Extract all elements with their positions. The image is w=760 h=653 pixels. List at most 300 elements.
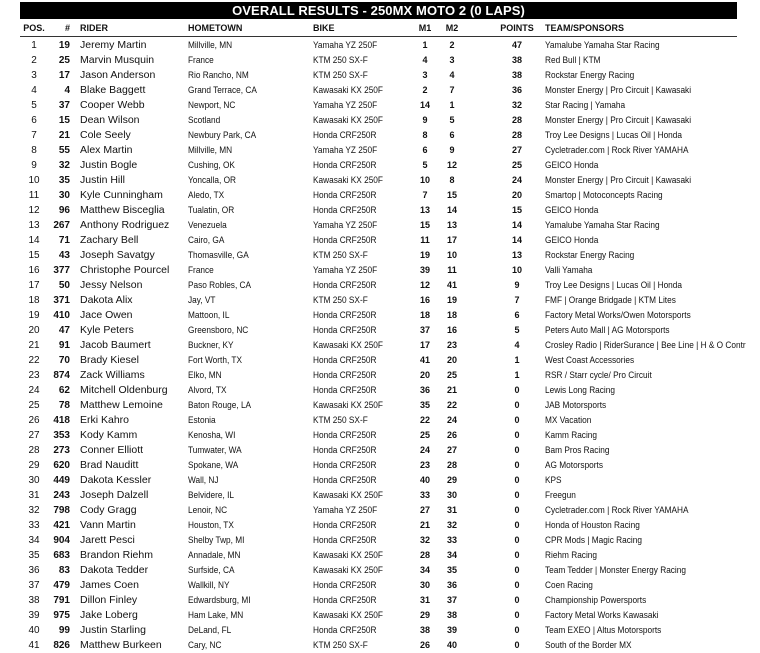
row-pos: 20: [28, 325, 40, 336]
row-team-sponsors: Factory Metal Works/Owen Motorsports: [545, 310, 691, 320]
row-hometown: Estonia: [188, 415, 216, 425]
row-hometown: Wallkill, NY: [188, 580, 230, 590]
row-points: 14: [511, 220, 522, 230]
row-hometown: Yoncalla, OR: [188, 175, 237, 185]
table-row: [0, 578, 760, 593]
row-bike: Yamaha YZ 250F: [313, 220, 378, 230]
row-points: 0: [514, 595, 520, 605]
row-pos: 21: [28, 340, 40, 351]
row-m2: 27: [446, 445, 457, 455]
row-points: 10: [511, 265, 522, 275]
row-m1: 24: [419, 445, 430, 455]
row-m2: 24: [446, 415, 457, 425]
table-row: [0, 608, 760, 623]
row-team-sponsors: Troy Lee Designs | Lucas Oil | Honda: [545, 130, 683, 140]
row-number: 791: [53, 595, 70, 606]
row-bike: Honda CRF250R: [313, 475, 377, 485]
row-pos: 9: [31, 160, 37, 171]
row-team-sponsors: Riehm Racing: [545, 550, 598, 560]
row-points: 36: [511, 85, 522, 95]
row-pos: 5: [31, 100, 37, 111]
row-bike: Yamaha YZ 250F: [313, 505, 378, 515]
row-bike: Honda CRF250R: [313, 595, 377, 605]
row-team-sponsors: Freegun: [545, 490, 576, 500]
row-number: 449: [53, 475, 70, 486]
row-hometown: Annadale, MN: [188, 550, 241, 560]
row-rider: Cody Gragg: [80, 504, 137, 516]
row-m2: 14: [446, 205, 457, 215]
row-team-sponsors: Coen Racing: [545, 580, 593, 590]
row-m2: 8: [449, 175, 455, 185]
row-pos: 25: [28, 400, 40, 411]
row-number: 25: [58, 55, 70, 66]
row-points: 0: [514, 565, 520, 575]
row-bike: Kawasaki KX 250F: [313, 400, 383, 410]
row-team-sponsors: AG Motorsports: [545, 460, 603, 470]
table-row: [0, 593, 760, 608]
table-row: [0, 338, 760, 353]
row-hometown: Wall, NJ: [188, 475, 219, 485]
row-m2: 25: [446, 370, 457, 380]
row-hometown: Tualatin, OR: [188, 205, 235, 215]
row-number: 43: [58, 250, 70, 261]
header-hometown: HOMETOWN: [188, 23, 243, 33]
row-pos: 22: [28, 355, 40, 366]
row-m1: 28: [419, 550, 430, 560]
row-hometown: Spokane, WA: [188, 460, 239, 470]
row-m2: 21: [446, 385, 457, 395]
row-team-sponsors: Rockstar Energy Racing: [545, 250, 635, 260]
table-row: [0, 203, 760, 218]
row-bike: Kawasaki KX 250F: [313, 175, 383, 185]
row-points: 6: [514, 310, 520, 320]
results-title-bar: OVERALL RESULTS - 250MX MOTO 2 (0 LAPS): [20, 2, 737, 19]
row-points: 38: [511, 55, 522, 65]
row-bike: KTM 250 SX-F: [313, 295, 368, 305]
row-team-sponsors: Red Bull | KTM: [545, 55, 601, 65]
row-m1: 15: [419, 220, 430, 230]
row-hometown: Ham Lake, MN: [188, 610, 244, 620]
row-pos: 36: [28, 565, 40, 576]
row-bike: Honda CRF250R: [313, 325, 377, 335]
row-m2: 3: [449, 55, 455, 65]
row-rider: Jarett Pesci: [80, 534, 135, 546]
row-m2: 35: [446, 565, 457, 575]
row-bike: Honda CRF250R: [313, 235, 377, 245]
row-points: 7: [514, 295, 520, 305]
row-hometown: Buckner, KY: [188, 340, 234, 350]
row-rider: Justin Bogle: [80, 159, 138, 171]
table-row: [0, 548, 760, 563]
table-row: [0, 563, 760, 578]
row-rider: Kyle Cunningham: [80, 189, 163, 201]
row-hometown: Paso Robles, CA: [188, 280, 252, 290]
row-m1: 11: [420, 235, 430, 245]
row-team-sponsors: Kamm Racing: [545, 430, 598, 440]
header-divider: [20, 36, 737, 37]
row-rider: Anthony Rodriguez: [80, 219, 170, 231]
row-hometown: Newport, NC: [188, 100, 236, 110]
table-row: [0, 353, 760, 368]
header-points: POINTS: [500, 23, 534, 33]
table-row: [0, 188, 760, 203]
row-points: 15: [511, 205, 522, 215]
row-m1: 20: [419, 370, 430, 380]
row-bike: Honda CRF250R: [313, 355, 377, 365]
row-m2: 36: [446, 580, 457, 590]
row-points: 1: [514, 355, 520, 365]
table-row: [0, 473, 760, 488]
row-team-sponsors: Valli Yamaha: [545, 265, 593, 275]
row-m1: 12: [419, 280, 430, 290]
row-points: 0: [514, 445, 520, 455]
row-points: 0: [514, 580, 520, 590]
row-team-sponsors: Smartop | Motoconcepts Racing: [545, 190, 663, 200]
row-pos: 32: [28, 505, 40, 516]
row-bike: Honda CRF250R: [313, 130, 377, 140]
row-bike: Honda CRF250R: [313, 160, 377, 170]
row-bike: Kawasaki KX 250F: [313, 550, 383, 560]
row-m2: 16: [446, 325, 457, 335]
row-rider: Brandon Riehm: [80, 549, 153, 561]
row-m1: 34: [419, 565, 430, 575]
row-bike: Honda CRF250R: [313, 430, 377, 440]
row-points: 13: [511, 250, 522, 260]
row-pos: 41: [28, 640, 40, 651]
header-number: #: [64, 23, 70, 33]
row-bike: Honda CRF250R: [313, 385, 377, 395]
table-row: [0, 53, 760, 68]
row-m1: 26: [419, 640, 430, 650]
table-row: [0, 488, 760, 503]
row-m2: 34: [446, 550, 457, 560]
row-pos: 15: [28, 250, 40, 261]
row-rider: Dillon Finley: [80, 594, 138, 606]
row-pos: 7: [31, 130, 37, 141]
row-m1: 29: [419, 610, 430, 620]
row-number: 15: [58, 115, 70, 126]
row-m1: 36: [419, 385, 430, 395]
row-number: 19: [58, 40, 70, 51]
row-team-sponsors: FMF | Orange Bridgade | KTM Lites: [545, 295, 676, 305]
row-m2: 10: [446, 250, 457, 260]
row-hometown: Baton Rouge, LA: [188, 400, 252, 410]
row-rider: Joseph Dalzell: [80, 489, 149, 501]
row-hometown: Jay, VT: [188, 295, 216, 305]
row-m2: 31: [446, 505, 457, 515]
row-number: 353: [53, 430, 70, 441]
table-row: [0, 173, 760, 188]
row-rider: Dakota Alix: [80, 294, 133, 306]
row-rider: James Coen: [80, 579, 139, 591]
row-hometown: Cary, NC: [188, 640, 222, 650]
row-team-sponsors: Rockstar Energy Racing: [545, 70, 635, 80]
row-m1: 1: [422, 40, 428, 50]
row-number: 47: [58, 325, 70, 336]
row-number: 78: [58, 400, 70, 411]
row-rider: Christophe Pourcel: [80, 264, 170, 276]
table-row: [0, 83, 760, 98]
table-row: [0, 128, 760, 143]
table-row: [0, 38, 760, 53]
row-m1: 25: [419, 430, 430, 440]
row-pos: 1: [31, 40, 37, 51]
row-team-sponsors: Monster Energy | Pro Circuit | Kawasaki: [545, 115, 692, 125]
row-bike: Honda CRF250R: [313, 445, 377, 455]
row-rider: Brady Kiesel: [80, 354, 139, 366]
row-m1: 9: [422, 115, 428, 125]
row-m1: 14: [419, 100, 430, 110]
row-rider: Cooper Webb: [80, 99, 145, 111]
row-m2: 2: [449, 40, 455, 50]
row-m2: 28: [446, 460, 457, 470]
row-m1: 39: [419, 265, 430, 275]
row-points: 0: [514, 625, 520, 635]
row-points: 28: [511, 115, 522, 125]
row-number: 55: [58, 145, 70, 156]
row-pos: 11: [28, 190, 40, 201]
row-pos: 37: [28, 580, 40, 591]
table-row: [0, 158, 760, 173]
row-hometown: Cairo, GA: [188, 235, 225, 245]
table-row: [0, 368, 760, 383]
row-bike: Honda CRF250R: [313, 310, 377, 320]
row-bike: KTM 250 SX-F: [313, 55, 368, 65]
row-m1: 7: [422, 190, 428, 200]
row-pos: 4: [31, 85, 37, 96]
row-bike: KTM 250 SX-F: [313, 415, 368, 425]
row-rider: Justin Starling: [80, 624, 146, 636]
row-team-sponsors: Cycletrader.com | Rock River YAMAHA: [545, 145, 689, 155]
row-team-sponsors: Team Tedder | Monster Energy Racing: [545, 565, 686, 575]
row-team-sponsors: Cycletrader.com | Rock River YAMAHA: [545, 505, 689, 515]
row-hometown: Grand Terrace, CA: [188, 85, 257, 95]
row-m1: 41: [419, 355, 430, 365]
row-bike: KTM 250 SX-F: [313, 250, 368, 260]
row-number: 418: [53, 415, 70, 426]
row-pos: 8: [31, 145, 37, 156]
row-rider: Kody Kamm: [80, 429, 138, 441]
table-row: [0, 263, 760, 278]
row-team-sponsors: RSR / Starr cycle/ Pro Circuit: [545, 370, 652, 380]
row-pos: 33: [28, 520, 40, 531]
row-points: 20: [511, 190, 522, 200]
row-points: 25: [511, 160, 522, 170]
row-rider: Joseph Savatgy: [80, 249, 155, 261]
row-hometown: Greensboro, NC: [188, 325, 249, 335]
row-bike: Kawasaki KX 250F: [313, 490, 383, 500]
row-m2: 33: [446, 535, 457, 545]
header-team-sponsors: TEAM/SPONSORS: [545, 23, 625, 33]
row-bike: Yamaha YZ 250F: [313, 145, 378, 155]
row-pos: 38: [28, 595, 40, 606]
row-rider: Jason Anderson: [80, 69, 156, 81]
row-bike: Honda CRF250R: [313, 625, 377, 635]
table-row: [0, 218, 760, 233]
row-m2: 17: [446, 235, 457, 245]
row-bike: Kawasaki KX 250F: [313, 610, 383, 620]
row-team-sponsors: South of the Border MX: [545, 640, 632, 650]
row-m2: 11: [447, 265, 457, 275]
row-bike: Honda CRF250R: [313, 205, 377, 215]
table-row: [0, 323, 760, 338]
row-m1: 33: [419, 490, 430, 500]
row-pos: 31: [28, 490, 40, 501]
row-points: 0: [514, 430, 520, 440]
row-points: 0: [514, 415, 520, 425]
row-points: 0: [514, 475, 520, 485]
row-points: 9: [514, 280, 520, 290]
row-number: 30: [58, 190, 70, 201]
row-hometown: Kenosha, WI: [188, 430, 236, 440]
row-team-sponsors: Team EXEO | Altus Motorsports: [545, 625, 662, 635]
row-points: 0: [514, 460, 520, 470]
row-team-sponsors: GEICO Honda: [545, 235, 599, 245]
row-m1: 13: [419, 205, 430, 215]
header-m1: M1: [418, 23, 432, 33]
row-rider: Mitchell Oldenburg: [80, 384, 168, 396]
row-number: 91: [58, 340, 70, 351]
row-team-sponsors: Championship Powersports: [545, 595, 647, 605]
row-points: 47: [511, 40, 522, 50]
row-bike: Honda CRF250R: [313, 190, 377, 200]
table-row: [0, 638, 760, 653]
row-points: 0: [514, 520, 520, 530]
row-m1: 38: [419, 625, 430, 635]
row-rider: Erki Kahro: [80, 414, 130, 426]
row-m1: 2: [422, 85, 428, 95]
row-m1: 10: [419, 175, 430, 185]
row-pos: 34: [28, 535, 40, 546]
row-hometown: Cushing, OK: [188, 160, 235, 170]
row-m2: 37: [446, 595, 457, 605]
row-hometown: Shelby Twp, MI: [188, 535, 245, 545]
header-rider: RIDER: [80, 23, 109, 33]
row-team-sponsors: KPS: [545, 475, 562, 485]
row-m2: 30: [446, 490, 457, 500]
row-pos: 27: [28, 430, 40, 441]
row-m2: 13: [446, 220, 457, 230]
row-bike: Yamaha YZ 250F: [313, 100, 378, 110]
row-pos: 16: [28, 265, 40, 276]
row-m1: 18: [419, 310, 430, 320]
row-m2: 32: [446, 520, 457, 530]
row-bike: Honda CRF250R: [313, 520, 377, 530]
row-m1: 8: [422, 130, 428, 140]
row-points: 0: [514, 550, 520, 560]
row-m2: 9: [449, 145, 455, 155]
row-team-sponsors: Honda of Houston Racing: [545, 520, 640, 530]
row-bike: Honda CRF250R: [313, 535, 377, 545]
row-hometown: Millville, MN: [188, 40, 233, 50]
row-m2: 39: [446, 625, 457, 635]
row-m2: 40: [446, 640, 457, 650]
row-m1: 4: [422, 55, 428, 65]
row-team-sponsors: Factory Metal Works Kawasaki: [545, 610, 659, 620]
row-number: 975: [53, 610, 70, 621]
row-bike: Honda CRF250R: [313, 580, 377, 590]
row-points: 0: [514, 640, 520, 650]
row-team-sponsors: Star Racing | Yamaha: [545, 100, 626, 110]
row-rider: Jessy Nelson: [80, 279, 143, 291]
row-points: 0: [514, 490, 520, 500]
row-m1: 37: [419, 325, 430, 335]
row-m2: 20: [446, 355, 457, 365]
row-m1: 6: [422, 145, 428, 155]
row-hometown: Elko, MN: [188, 370, 222, 380]
row-hometown: France: [188, 265, 214, 275]
row-hometown: Mattoon, IL: [188, 310, 230, 320]
row-number: 421: [53, 520, 70, 531]
row-team-sponsors: GEICO Honda: [545, 205, 599, 215]
table-row: [0, 143, 760, 158]
header-m2: M2: [445, 23, 459, 33]
row-bike: Yamaha YZ 250F: [313, 40, 378, 50]
row-m1: 30: [419, 580, 430, 590]
row-team-sponsors: West Coast Accessories: [545, 355, 635, 365]
row-team-sponsors: Monster Energy | Pro Circuit | Kawasaki: [545, 175, 692, 185]
row-rider: Blake Baggett: [80, 84, 146, 96]
row-number: 4: [64, 85, 70, 96]
table-row: [0, 233, 760, 248]
row-points: 0: [514, 400, 520, 410]
row-hometown: Fort Worth, TX: [188, 355, 242, 365]
row-number: 99: [58, 625, 70, 636]
row-m1: 19: [419, 250, 430, 260]
row-points: 1: [514, 370, 520, 380]
row-m2: 41: [446, 280, 457, 290]
row-pos: 14: [28, 235, 40, 246]
row-hometown: Edwardsburg, MI: [188, 595, 251, 605]
row-m2: 6: [449, 130, 455, 140]
row-rider: Alex Martin: [80, 144, 133, 156]
row-number: 21: [58, 130, 70, 141]
row-bike: Honda CRF250R: [313, 280, 377, 290]
row-bike: KTM 250 SX-F: [313, 640, 368, 650]
row-hometown: Newbury Park, CA: [188, 130, 257, 140]
row-points: 32: [511, 100, 522, 110]
row-points: 38: [511, 70, 522, 80]
row-hometown: Surfside, CA: [188, 565, 235, 575]
row-team-sponsors: CPR Mods | Magic Racing: [545, 535, 642, 545]
row-pos: 12: [28, 205, 40, 216]
row-team-sponsors: Troy Lee Designs | Lucas Oil | Honda: [545, 280, 683, 290]
table-row: [0, 623, 760, 638]
row-rider: Jake Loberg: [80, 609, 138, 621]
row-number: 62: [58, 385, 70, 396]
row-hometown: Millville, MN: [188, 145, 233, 155]
row-bike: Kawasaki KX 250F: [313, 115, 383, 125]
row-hometown: Lenoir, NC: [188, 505, 228, 515]
row-m2: 12: [446, 160, 457, 170]
row-hometown: Thomasville, GA: [188, 250, 249, 260]
row-hometown: Scotland: [188, 115, 221, 125]
row-team-sponsors: Bam Pros Racing: [545, 445, 610, 455]
row-rider: Dakota Kessler: [80, 474, 152, 486]
table-row: [0, 503, 760, 518]
row-number: 410: [53, 310, 70, 321]
row-number: 35: [58, 175, 70, 186]
row-number: 826: [53, 640, 70, 651]
row-points: 5: [514, 325, 520, 335]
row-pos: 28: [28, 445, 40, 456]
row-pos: 17: [28, 280, 40, 291]
row-m2: 1: [449, 100, 455, 110]
table-row: [0, 398, 760, 413]
row-number: 70: [58, 355, 70, 366]
row-pos: 6: [31, 115, 37, 126]
row-number: 71: [58, 235, 70, 246]
